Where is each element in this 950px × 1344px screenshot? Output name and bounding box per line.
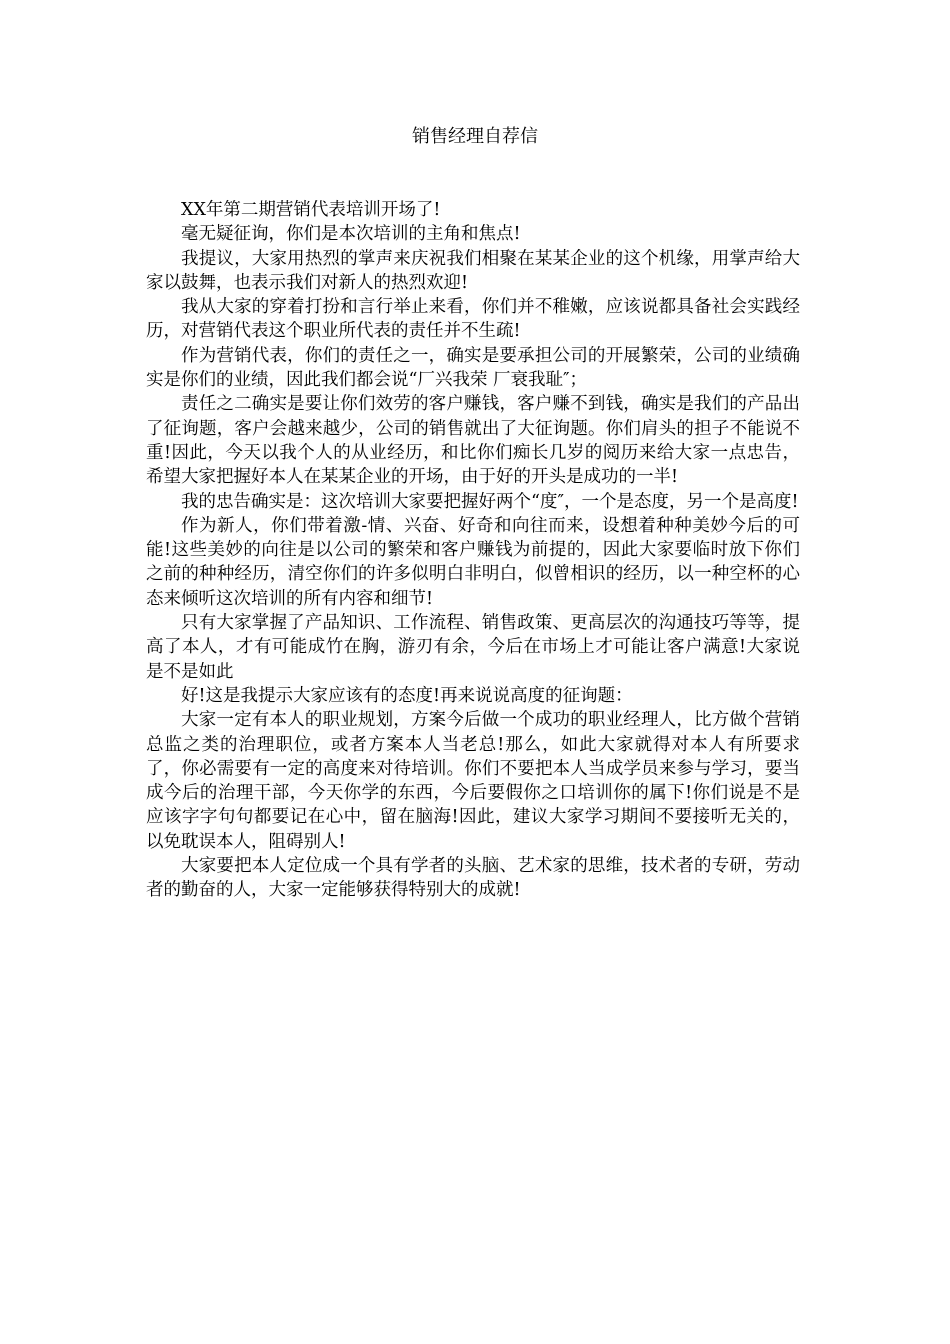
paragraph: 只有大家掌握了产品知识、工作流程、销售政策、更高层次的沟通技巧等等，提高了本人，才有可能成竹在胸，游刃有余，今后在市场上才可能让客户满意!大家说是不是如此 (146, 613, 800, 682)
paragraph: 毫无疑征询，你们是本次培训的主角和焦点! (181, 224, 521, 245)
paragraph: 责任之二确实是要让你们效劳的客户赚钱，客户赚不到钱，确实是我们的产品出了征询题，客户会越来越少，公司的销售就出了大征询题。你们肩头的担子不能说不重!因此，今天以我个人的从业经历，和比你们痴长几岁的阅历来给大家一点忠告，希望大家把握好本人在某某企业的开场，由于好的开头是成功的一半! (146, 394, 800, 488)
paragraph: 我的忠告确实是：这次培训大家要把握好两个“度″，一个是态度，另一个是高度! (181, 491, 799, 512)
paragraph: 我提议，大家用热烈的掌声来庆祝我们相聚在某某企业的这个机缘，用掌声给大家以鼓舞，也表示我们对新人的热烈欢迎! (146, 248, 800, 293)
document-body (146, 198, 800, 903)
paragraph: 我从大家的穿着打扮和言行举止来看，你们并不稚嫩，应该说都具备社会实践经历，对营销代表这个职业所代表的责任并不生疏! (146, 297, 800, 342)
paragraph: 好!这是我提示大家应该有的态度!再来说说高度的征询题： (181, 685, 633, 706)
paragraph: XX年第二期营销代表培训开场了! (181, 200, 441, 220)
paragraph: 作为营销代表，你们的责任之一，确实是要承担公司的开展繁荣，公司的业绩确实是你们的业绩，因此我们都会说“厂兴我荣 厂衰我耻″； (146, 345, 800, 391)
document-title: 销售经理自荐信 (412, 126, 538, 147)
paragraph: 作为新人，你们带着激-情、兴奋、好奇和向往而来，设想着种种美妙今后的可能!这些美妙的向往是以公司的繁荣和客户赚钱为前提的，因此大家要临时放下你们之前的种种经历，清空你们的许多似明白非明白，似曾相识的经历，以一种空杯的心态来倾听这次培训的所有内容和细节! (146, 515, 800, 609)
paragraph: 大家一定有本人的职业规划，方案今后做一个成功的职业经理人，比方做个营销总监之类的治理职位，或者方案本人当老总!那么，如此大家就得对本人有所要求了，你必需要有一定的高度来对待培训。你们不要把本人当成学员来参与学习，要当成今后的治理干部，今天你学的东西，今后要假你之口培训你的属下!你们说是不是应该字字句句都要记在心中，留在脑海!因此，建议大家学习期间不要接听无关的，以免耽误本人，阻碍别人! (146, 710, 800, 852)
paragraph: 大家要把本人定位成一个具有学者的头脑、艺术家的思维，技术者的专研，劳动者的勤奋的人，大家一定能够获得特别大的成就! (146, 856, 800, 901)
